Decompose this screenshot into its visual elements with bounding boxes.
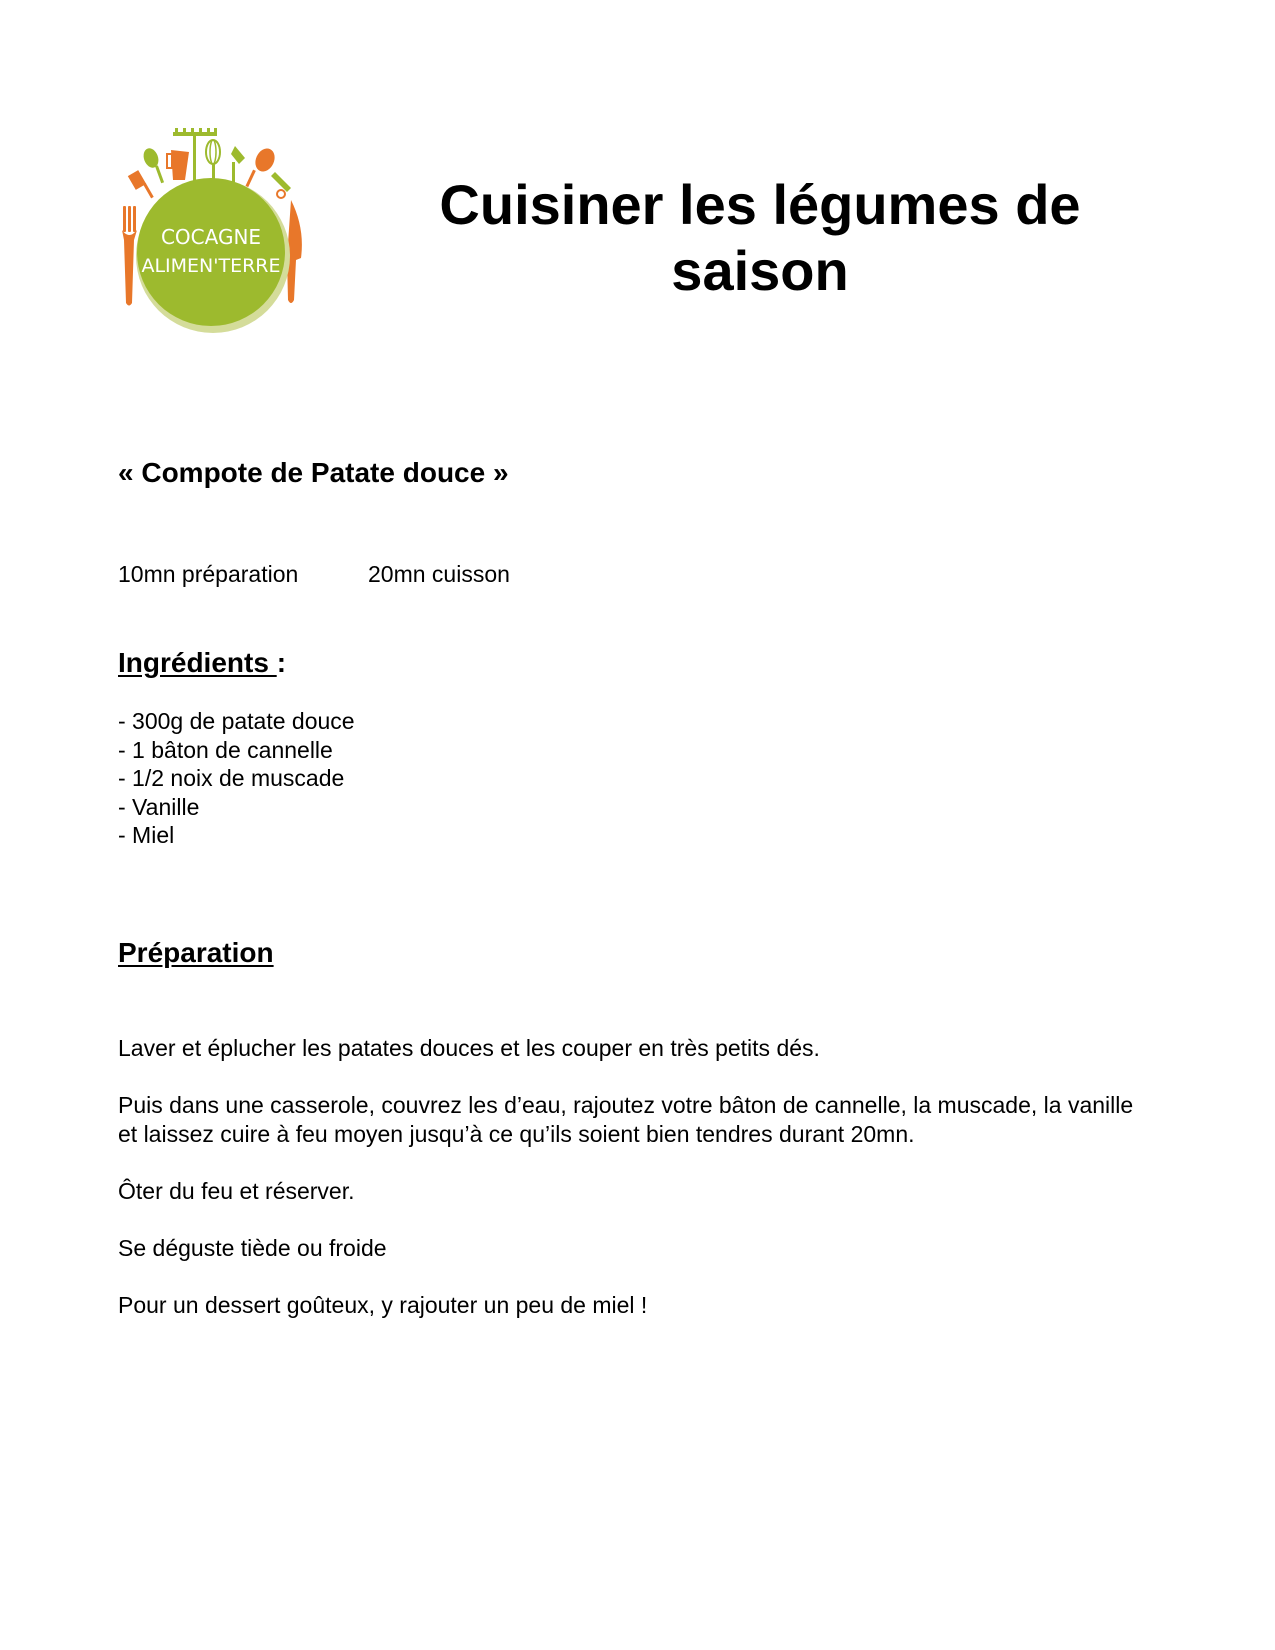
ingredient-item: - 300g de patate douce bbox=[118, 708, 355, 734]
ingredient-item: - Miel bbox=[118, 822, 175, 848]
preparation-step: Puis dans une casserole, couvrez les d’eau, rajoutez votre bâton de cannelle, la muscade, la vanille et laissez cuire à feu moyen jusqu’à ce qu’ils soient bien tendres durant 20mn. bbox=[118, 1092, 1134, 1147]
logo-text-line2: ALIMEN'TERRE bbox=[141, 255, 281, 277]
preparation-heading bbox=[118, 936, 274, 970]
recipe-name: « Compote de Patate douce » bbox=[118, 457, 509, 488]
page-title: Cuisiner les légumes de saison bbox=[439, 173, 1081, 302]
ingredients-heading-colon: : bbox=[276, 647, 287, 678]
preparation-step: Laver et éplucher les patates douces et les couper en très petits dés. bbox=[118, 1035, 820, 1061]
logo-graphic bbox=[115, 128, 315, 338]
ingredient-item: - 1/2 noix de muscade bbox=[118, 765, 345, 791]
ingredients-list bbox=[118, 707, 355, 850]
ingredients-heading bbox=[118, 646, 286, 680]
fork-icon bbox=[122, 206, 137, 306]
logo-text-line1: COCAGNE bbox=[160, 225, 262, 249]
plate bbox=[137, 178, 285, 326]
ingredient-item: - 1 bâton de cannelle bbox=[118, 736, 333, 763]
recipe-times bbox=[118, 560, 510, 588]
preparation-heading-text: Préparation bbox=[118, 937, 274, 968]
preparation-step: Se déguste tiède ou froide bbox=[118, 1235, 387, 1261]
cocagne-logo bbox=[115, 128, 315, 338]
ingredient-item: - Vanille bbox=[118, 793, 200, 820]
preparation-steps bbox=[118, 1034, 1158, 1348]
preparation-step: Pour un dessert goûteux, y rajouter un peu de miel ! bbox=[118, 1292, 648, 1318]
cook-time: 20mn cuisson bbox=[368, 561, 510, 587]
preparation-step: Ôter du feu et réserver. bbox=[118, 1178, 355, 1204]
prep-time: 10mn préparation bbox=[118, 561, 299, 587]
ingredients-heading-text: Ingrédients bbox=[118, 647, 277, 678]
